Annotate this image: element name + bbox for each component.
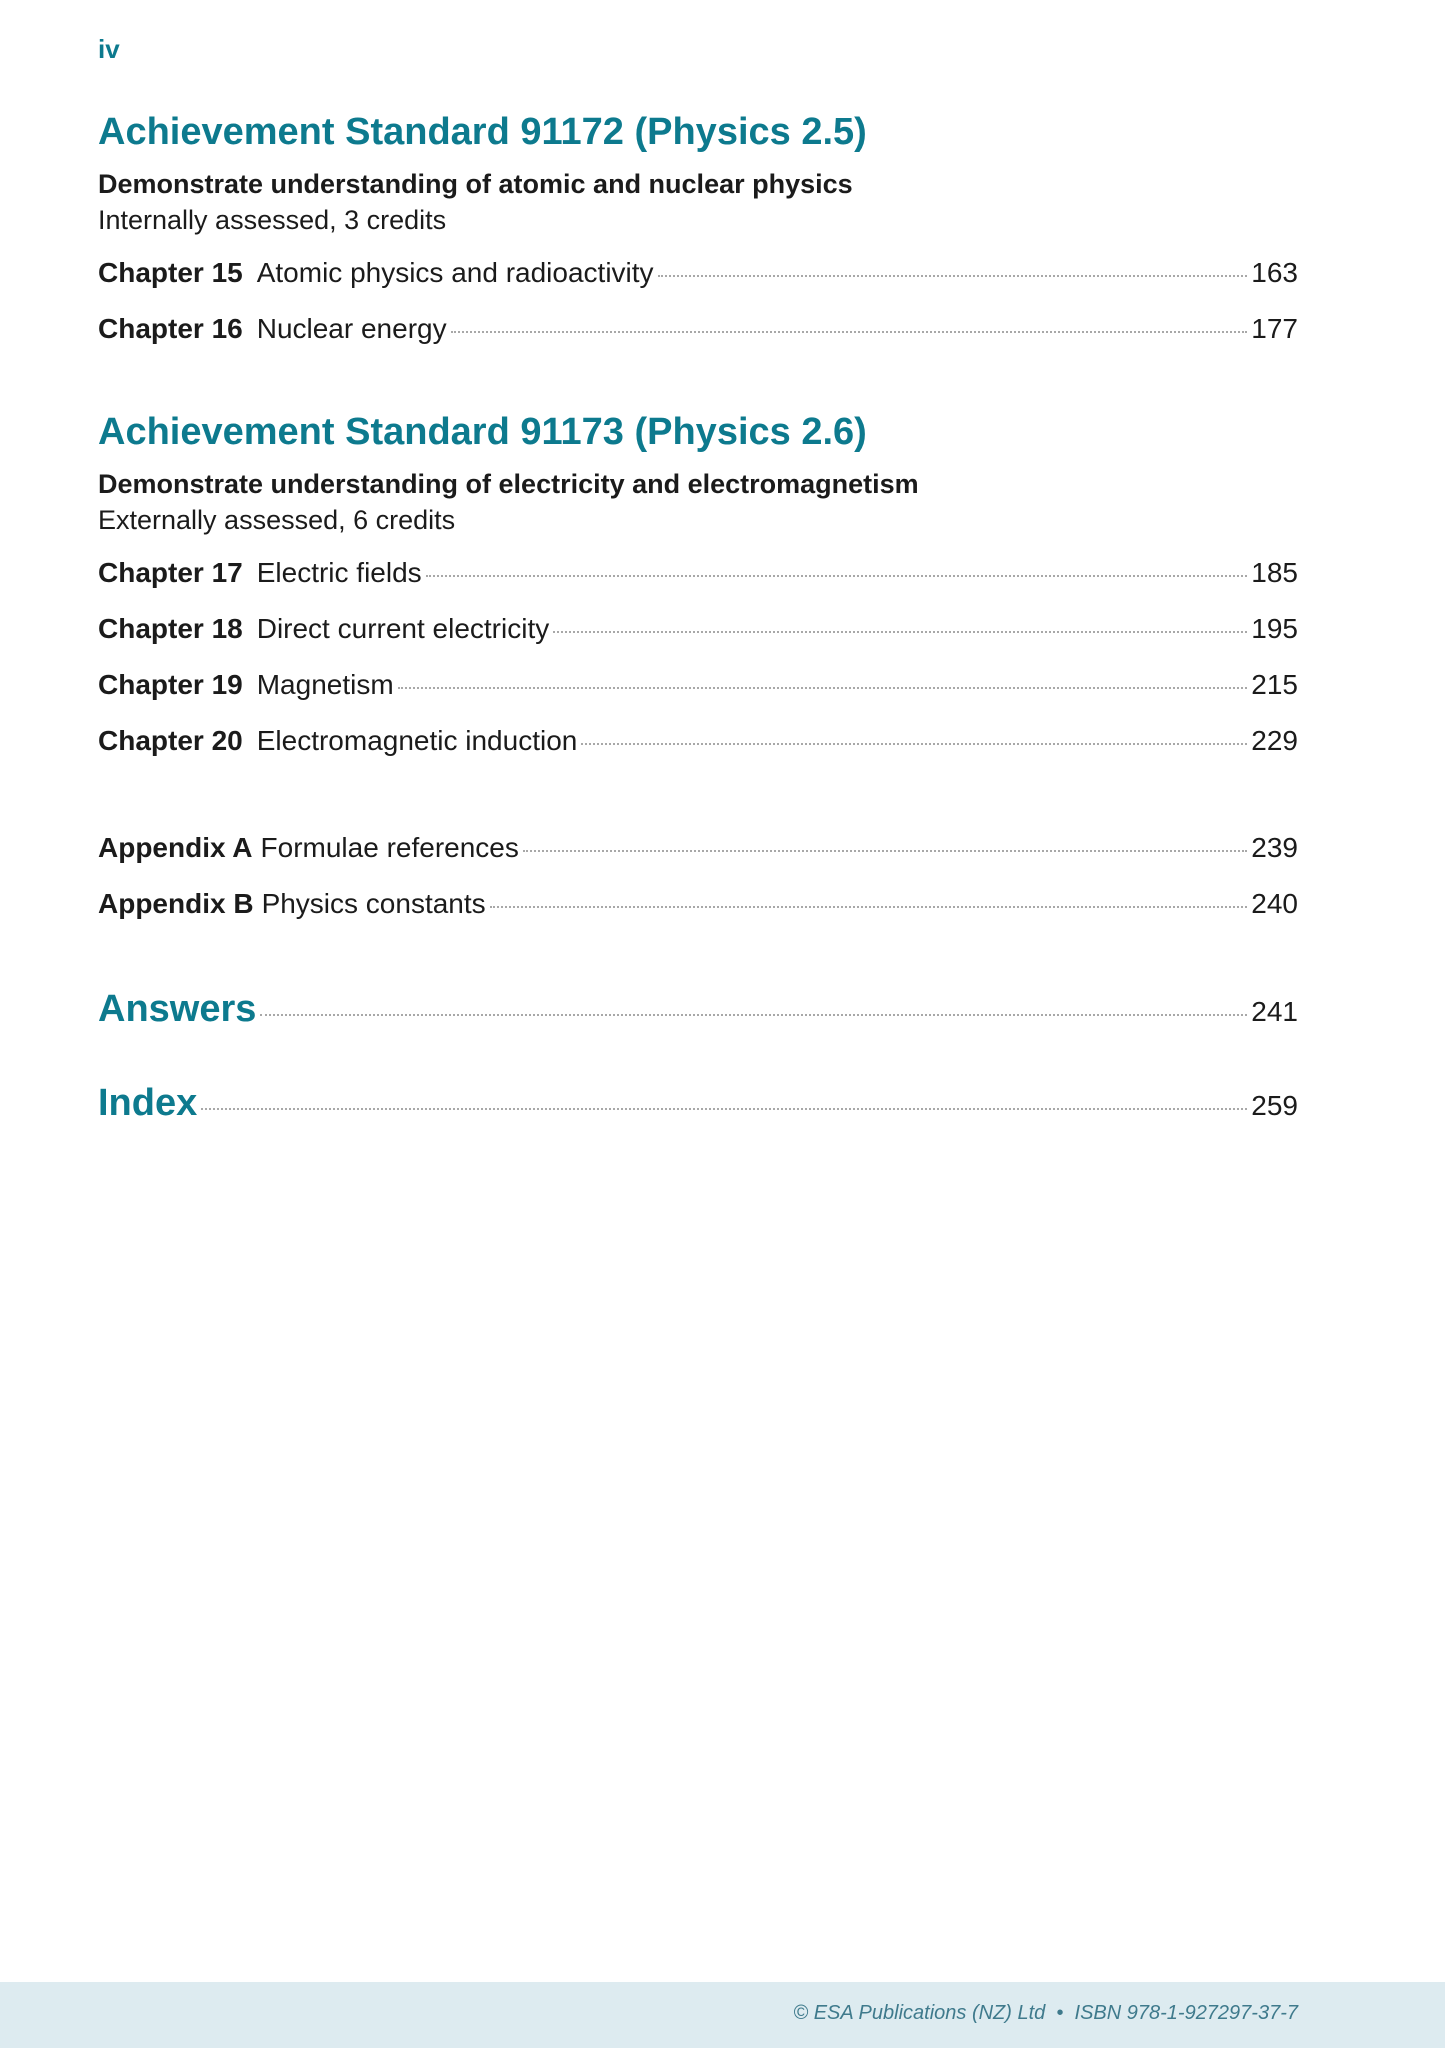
toc-entry-label: Chapter 18 bbox=[98, 612, 243, 644]
toc-entry-label: Chapter 19 bbox=[98, 668, 243, 700]
section-as-91172 bbox=[98, 112, 1298, 369]
toc-entry-chapter-19[interactable] bbox=[98, 669, 1298, 725]
toc-entry-answers[interactable] bbox=[98, 988, 1298, 1031]
leader-dots bbox=[490, 906, 1248, 908]
toc-entry-title: Electric fields bbox=[256, 556, 422, 588]
toc-entry-appendix-b[interactable] bbox=[98, 888, 1298, 944]
footer-band bbox=[0, 1982, 1445, 2048]
toc-entry-label: Appendix B bbox=[98, 888, 254, 919]
toc-entry-label: Chapter 17 bbox=[98, 556, 243, 588]
toc-entry-title: Formulae references bbox=[260, 832, 519, 863]
footer-copyright: © ESA Publications (NZ) Ltd • ISBN 978-1-927297-37-7 bbox=[793, 2002, 1298, 2024]
section-subtitle: Demonstrate understanding of atomic and nuclear physics bbox=[98, 168, 853, 199]
toc-entry-chapter-20[interactable] bbox=[98, 725, 1298, 781]
toc-entry-title: Electromagnetic induction bbox=[256, 724, 578, 756]
toc-entry-chapter-18[interactable] bbox=[98, 613, 1298, 669]
toc-entry-chapter-15[interactable] bbox=[98, 257, 1298, 313]
toc-entry-title: Nuclear energy bbox=[256, 312, 447, 344]
toc-entry-appendix-a[interactable] bbox=[98, 832, 1298, 888]
leader-dots bbox=[451, 331, 1248, 333]
toc-entry-page: 229 bbox=[1251, 724, 1298, 756]
toc-entry-label: Chapter 16 bbox=[98, 312, 243, 344]
section-subtitle: Demonstrate understanding of electricity and electromagnetism bbox=[98, 468, 919, 499]
toc-entry-page: 241 bbox=[1251, 996, 1298, 1027]
section-assessment: Externally assessed, 6 credits bbox=[98, 505, 456, 536]
toc-entry-title: Magnetism bbox=[256, 668, 394, 700]
toc-entry-page: 215 bbox=[1251, 668, 1298, 700]
toc-entry-index[interactable] bbox=[98, 1082, 1298, 1125]
toc-entry-title: Atomic physics and radioactivity bbox=[256, 256, 654, 288]
leader-dots bbox=[523, 850, 1247, 852]
section-assessment: Internally assessed, 3 credits bbox=[98, 205, 447, 236]
toc-entry-page: 240 bbox=[1251, 888, 1298, 919]
appendices bbox=[98, 832, 1298, 944]
section-as-91173 bbox=[98, 412, 1298, 781]
toc-entry-label: Chapter 15 bbox=[98, 256, 243, 288]
leader-dots bbox=[426, 575, 1248, 577]
toc-entry-label: Appendix A bbox=[98, 832, 253, 863]
leader-dots bbox=[398, 687, 1248, 689]
toc-entry-chapter-17[interactable] bbox=[98, 557, 1298, 613]
toc-entry-page: 185 bbox=[1251, 556, 1298, 588]
toc-entry-title: Direct current electricity bbox=[256, 612, 550, 644]
toc-entry-title: Physics constants bbox=[261, 888, 486, 919]
toc-entry-title: Answers bbox=[98, 988, 257, 1030]
toc-entry-page: 177 bbox=[1251, 312, 1298, 344]
leader-dots bbox=[581, 743, 1247, 745]
toc-entry-title: Index bbox=[98, 1082, 198, 1124]
toc-entry-label: Chapter 20 bbox=[98, 724, 243, 756]
leader-dots bbox=[658, 275, 1248, 277]
toc-entry-page: 163 bbox=[1251, 256, 1298, 288]
toc-entry-page: 259 bbox=[1251, 1090, 1298, 1121]
toc-entry-page: 195 bbox=[1251, 612, 1298, 644]
page-number: iv bbox=[98, 34, 120, 64]
section-title: Achievement Standard 91172 (Physics 2.5) bbox=[98, 111, 867, 153]
leader-dots bbox=[201, 1108, 1247, 1110]
leader-dots bbox=[260, 1014, 1247, 1016]
leader-dots bbox=[553, 631, 1247, 633]
toc-entry-chapter-16[interactable] bbox=[98, 313, 1298, 369]
section-title: Achievement Standard 91173 (Physics 2.6) bbox=[98, 411, 867, 453]
toc-entry-page: 239 bbox=[1251, 832, 1298, 863]
